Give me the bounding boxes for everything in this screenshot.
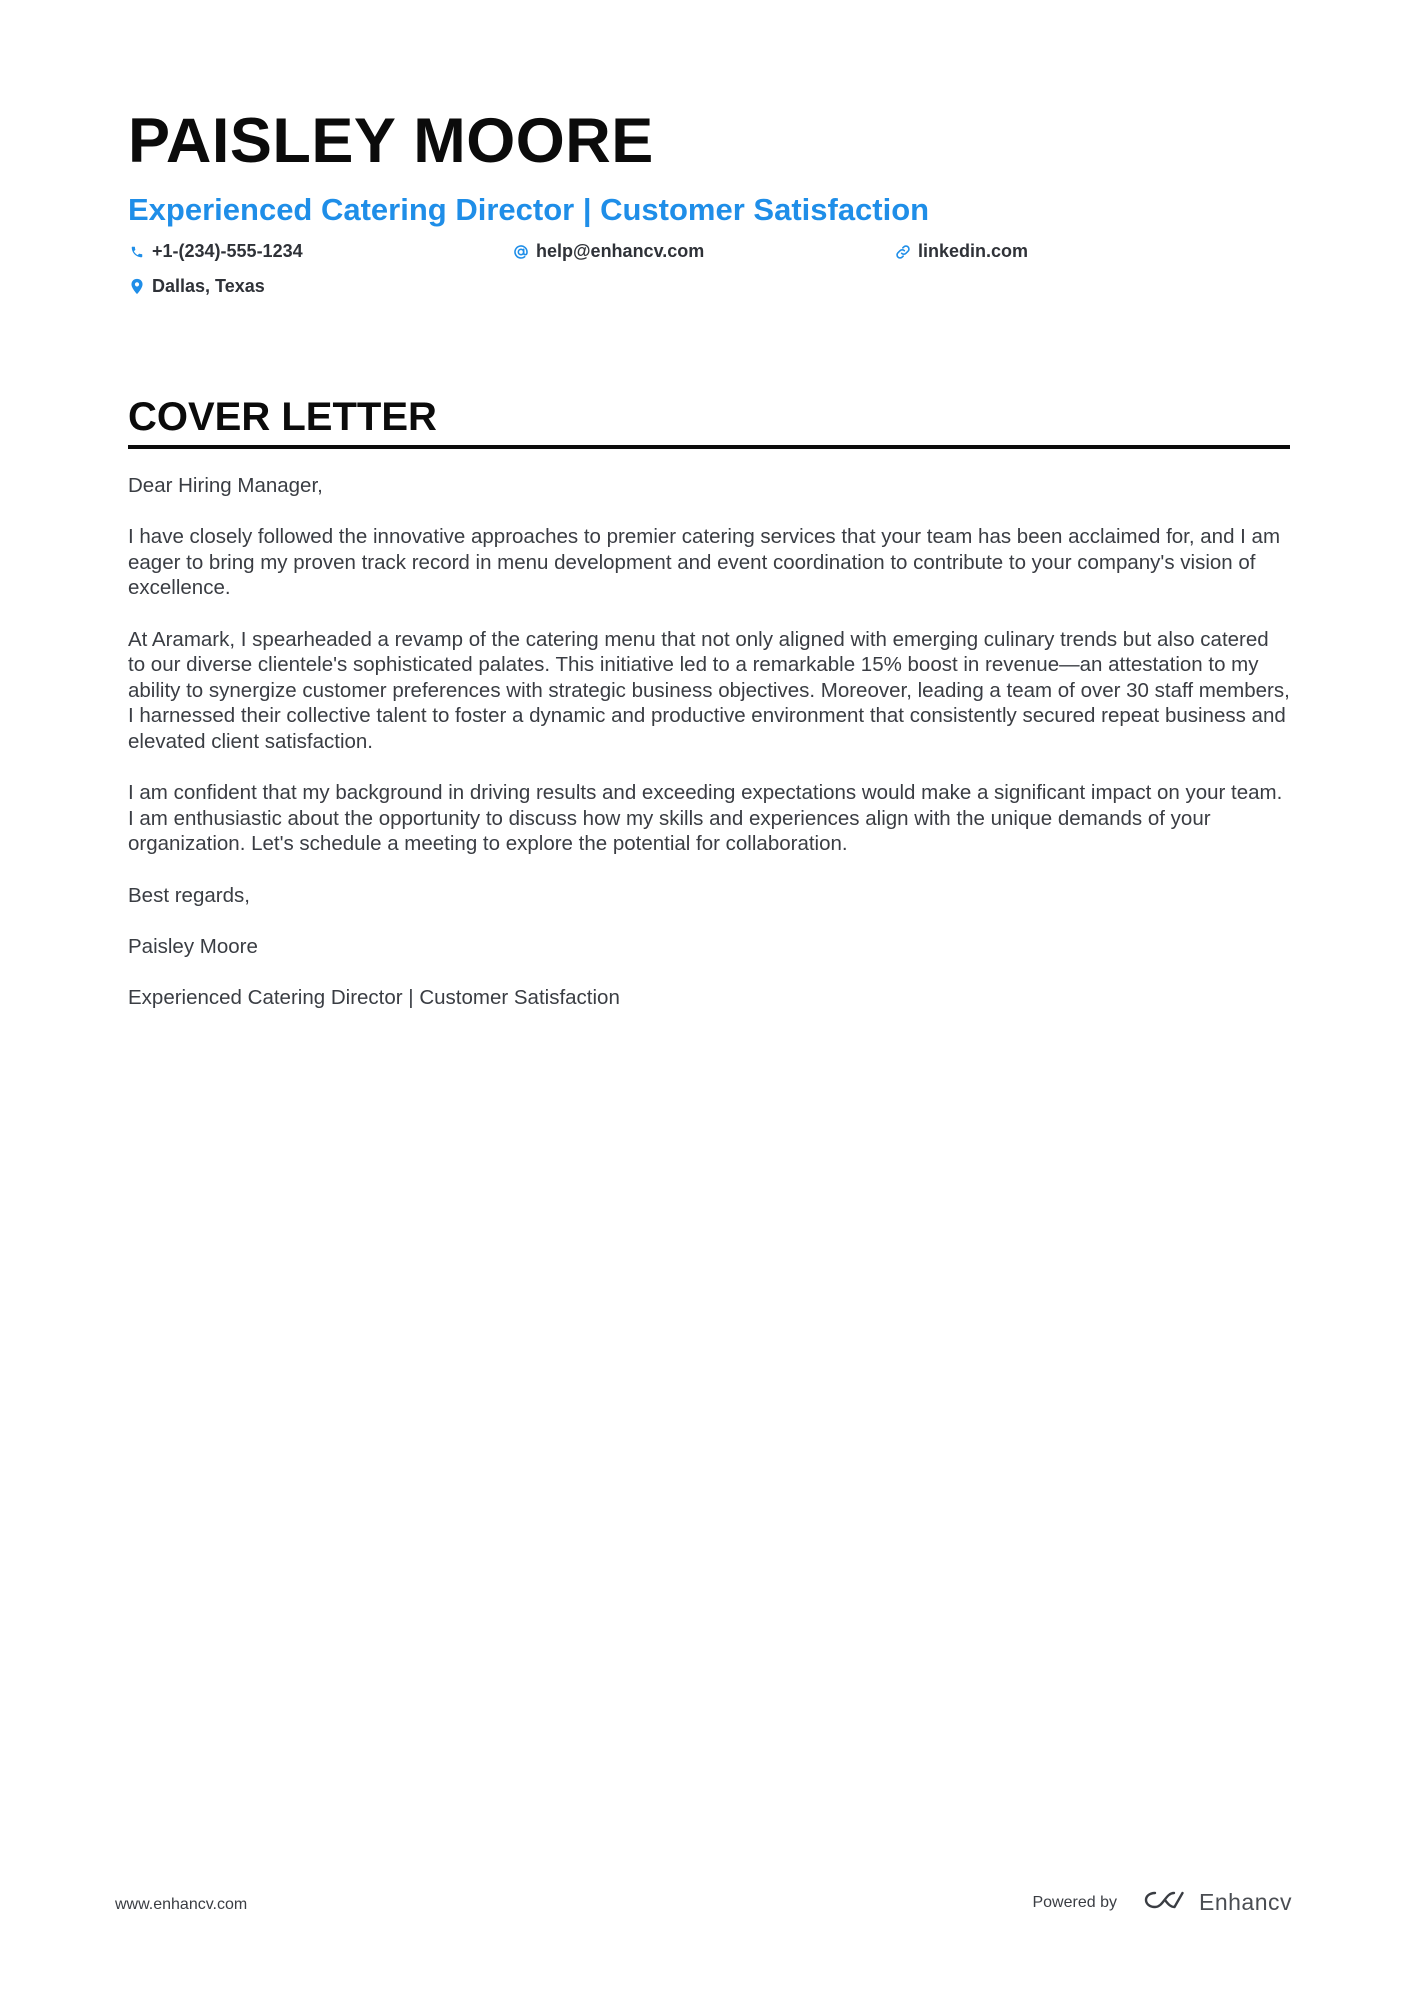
at-icon	[512, 243, 530, 261]
contact-email-text: help@enhancv.com	[536, 241, 705, 262]
contact-link[interactable]	[894, 241, 1028, 262]
footer-website[interactable]: www.enhancv.com	[115, 1896, 248, 1913]
contact-email[interactable]	[512, 241, 704, 262]
link-icon	[894, 243, 912, 261]
section-title: COVER LETTER	[128, 397, 1290, 449]
location-pin-icon	[128, 278, 146, 296]
letter-paragraph: At Aramark, I spearheaded a revamp of the catering menu that not only aligned with emerging culinary trends but also catered to our diverse clientele's sophisticated palates. This initiative led to a remarkable 15% boost in revenue—an attestation to my ability to synergize customer preferences with strategic business objectives. Moreover, leading a team of over 30 staff members, I harnessed their collective talent to foster a dynamic and productive environment that consistently secured repeat business and elevated client satisfaction.	[128, 627, 1290, 754]
letter-closing: Best regards,	[128, 883, 250, 907]
enhancv-logo-icon	[1143, 1888, 1189, 1917]
footer-branding	[1032, 1888, 1292, 1917]
applicant-headline: Experienced Catering Director | Customer Satisfaction	[128, 192, 930, 227]
contact-location	[128, 276, 265, 297]
letter-greeting: Dear Hiring Manager,	[128, 474, 323, 498]
signature-name: Paisley Moore	[128, 934, 258, 958]
contact-info	[128, 241, 1290, 313]
contact-phone[interactable]	[128, 241, 303, 262]
brand-logo[interactable]	[1143, 1888, 1292, 1917]
contact-phone-text: +1-(234)-555-1234	[152, 241, 303, 262]
contact-location-text: Dallas, Texas	[152, 276, 265, 297]
signature-title: Experienced Catering Director | Customer Satisfaction	[128, 985, 620, 1009]
applicant-name: PAISLEY MOORE	[128, 106, 654, 176]
phone-icon	[128, 243, 146, 261]
powered-by-label: Powered by	[1032, 1893, 1117, 1911]
brand-name: Enhancv	[1198, 1889, 1292, 1915]
letter-body	[128, 473, 1290, 1010]
cover-letter-page	[128, 106, 1290, 1036]
letter-paragraph: I am confident that my background in driving results and exceeding expectations would make a significant impact on your team. I am enthusiastic about the opportunity to discuss how my skills and experiences align with the unique demands of your organization. Let's schedule a meeting to explore the potential for collaboration.	[128, 781, 1283, 856]
letter-paragraph: I have closely followed the innovative approaches to premier catering services that your team has been acclaimed for, and I am eager to bring my proven track record in menu development and event coordination to contribute to your company's vision of excellence.	[128, 525, 1281, 600]
contact-link-text: linkedin.com	[918, 241, 1029, 262]
